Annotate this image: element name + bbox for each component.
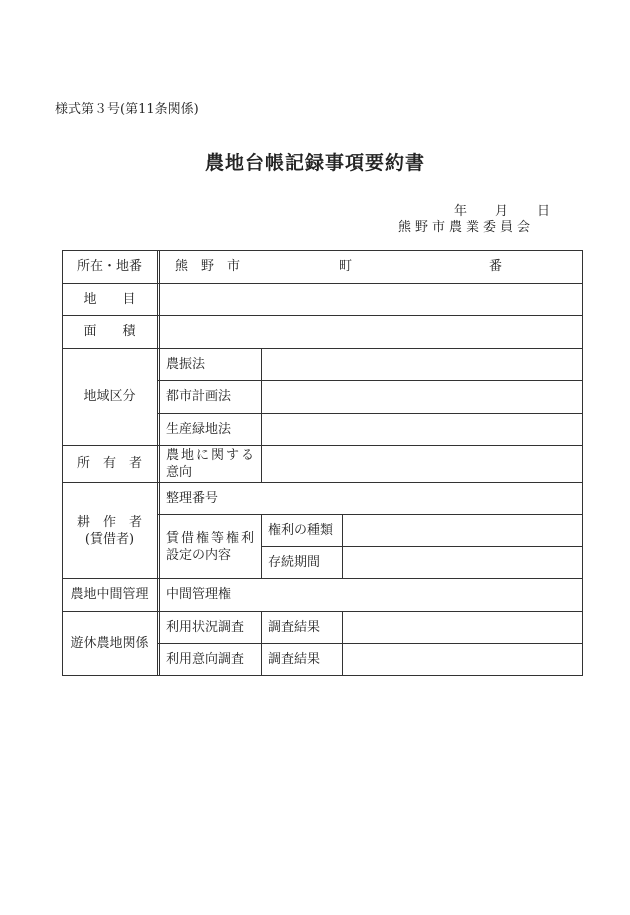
duration-label: 存続期間 — [268, 555, 321, 570]
zoning-label: 地域区分 — [83, 389, 136, 404]
area-label: 面 積 — [83, 324, 136, 339]
right-type-label: 権利の種類 — [268, 523, 334, 538]
intent-survey-label: 利用意向調査 — [166, 652, 245, 667]
cultivator-sublabel: (賃借者) — [84, 532, 135, 547]
location-value-field[interactable] — [160, 251, 582, 283]
date-month-label: 月 — [495, 204, 509, 219]
cultivator-label: 耕 作 者 — [76, 515, 142, 530]
summary-table — [62, 250, 583, 676]
area-field[interactable] — [160, 316, 582, 348]
zoning-item: 農振法 — [166, 357, 206, 372]
owner-label: 所 有 者 — [76, 456, 142, 471]
date-day-label: 日 — [537, 204, 551, 219]
organization-name: 熊野市農業委員会 — [397, 220, 534, 235]
owner-intent-label-line2: 意向 — [166, 465, 193, 480]
survey-result-label: 調査結果 — [268, 652, 321, 667]
location-lot-label: 番 — [489, 259, 503, 274]
land-category-field[interactable] — [160, 284, 582, 315]
idle-land-label: 遊休農地関係 — [70, 636, 149, 651]
document-title: 農地台帳記録事項要約書 — [204, 152, 425, 174]
zoning-item: 生産緑地法 — [166, 422, 232, 437]
land-category-label: 地 目 — [83, 292, 136, 307]
lease-rights-label-line2: 設定の内容 — [166, 548, 232, 563]
zoning-item: 都市計画法 — [166, 389, 232, 404]
form-number: 様式第３号(第11条関係) — [55, 102, 199, 117]
location-city: 熊 野 市 — [175, 259, 241, 274]
usage-survey-label: 利用状況調査 — [166, 620, 245, 635]
date-year-label: 年 — [454, 204, 468, 219]
intermediary-right-label: 中間管理権 — [166, 587, 232, 602]
survey-result-label: 調査結果 — [268, 620, 321, 635]
location-town-label: 町 — [339, 259, 353, 274]
owner-intent-label: 農地に関する — [166, 448, 257, 463]
location-label: 所在・地番 — [76, 259, 142, 274]
intermediary-label: 農地中間管理 — [70, 587, 149, 602]
lease-rights-label: 賃借権等権利 — [166, 531, 257, 546]
reference-number-label: 整理番号 — [166, 491, 219, 506]
